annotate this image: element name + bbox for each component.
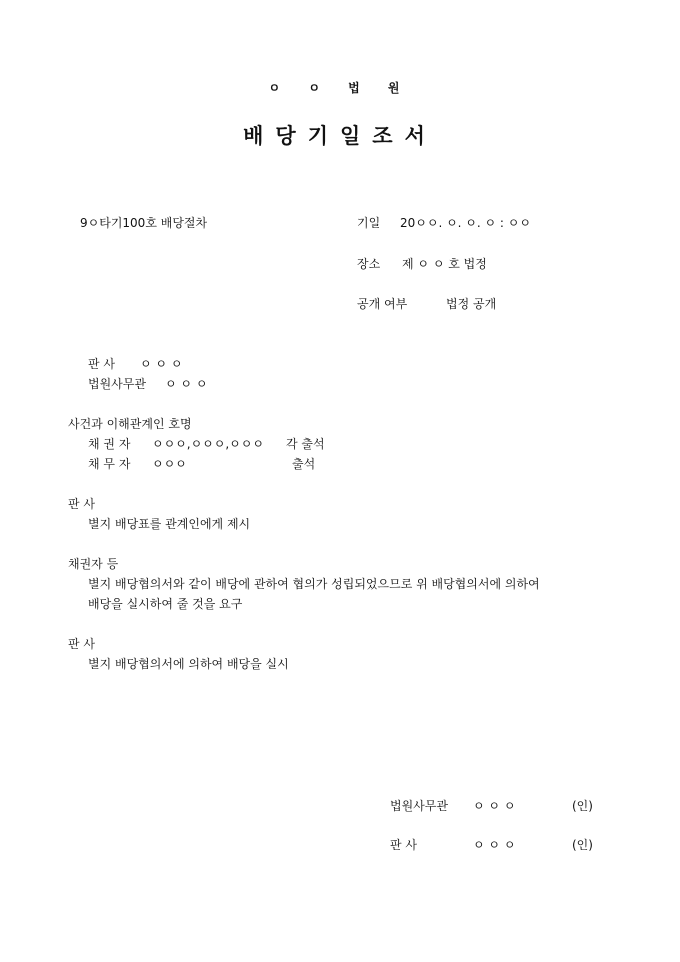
public-label: 공개 여부 [357,297,408,311]
parties-heading: 사건과 이해관계인 호명 [68,417,192,431]
judge-name: ㅇ ㅇ ㅇ [140,357,183,371]
date-label: 기일 [357,216,381,230]
document-title: 배당기일조서 [243,124,437,148]
signature-judge-label: 판 사 [390,838,417,852]
proceeding-line: 별지 배당협의서와 같이 배당에 관하여 협의가 성립되었으므로 위 배당협의서에 의하여 [88,577,540,591]
judge-label: 판 사 [88,357,115,371]
proceeding-speaker: 판 사 [68,497,95,511]
creditor-names: ㅇㅇㅇ,ㅇㅇㅇ,ㅇㅇㅇ [152,437,264,451]
place-label: 장소 [357,257,381,271]
place-value: 제 ㅇ ㅇ 호 법정 [402,257,487,271]
court-name: ㅇ ㅇ 법 원 [268,81,412,95]
debtor-status: 출석 [292,457,316,471]
creditor-status: 각 출석 [286,437,325,451]
proceeding-speaker: 채권자 등 [68,557,119,571]
signature-judge-name: ㅇ ㅇ ㅇ [473,838,516,852]
signature-clerk-label: 법원사무관 [390,799,448,813]
date-value: 20ㅇㅇ. ㅇ. ㅇ. ㅇ : ㅇㅇ [400,216,531,230]
clerk-name: ㅇ ㅇ ㅇ [165,377,208,391]
proceeding-line: 배당을 실시하여 줄 것을 요구 [88,597,243,611]
creditor-label: 채 권 자 [88,437,131,451]
case-number: 9ㅇ타기100호 배당절차 [80,216,208,230]
clerk-label: 법원사무관 [88,377,146,391]
proceeding-speaker: 판 사 [68,637,95,651]
debtor-label: 채 무 자 [88,457,131,471]
public-value: 법정 공개 [446,297,497,311]
proceeding-line: 별지 배당협의서에 의하여 배당을 실시 [88,657,289,671]
signature-judge-seal: (인) [572,838,593,852]
signature-clerk-name: ㅇ ㅇ ㅇ [473,799,516,813]
proceeding-line: 별지 배당표를 관계인에게 제시 [88,517,251,531]
debtor-name: ㅇㅇㅇ [152,457,187,471]
signature-clerk-seal: (인) [572,799,593,813]
